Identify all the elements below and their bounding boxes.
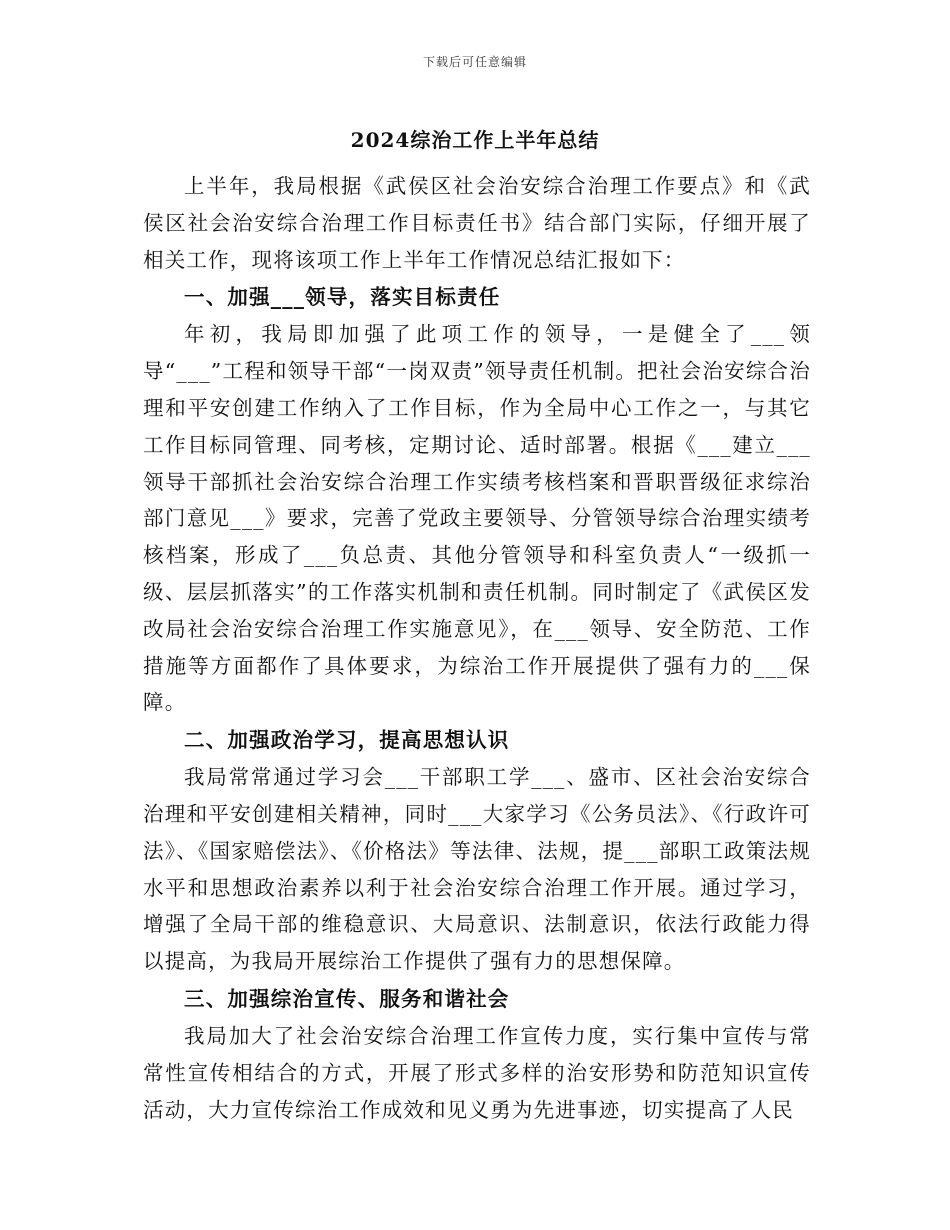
section-heading-2: 二、加强政治学习，提高思想认识: [184, 728, 510, 753]
section-heading-1: 一、加强___领导，落实目标责任: [184, 285, 501, 310]
section-heading-3: 三、加强综治宣传、服务和谐社会: [184, 986, 510, 1011]
intro-paragraph: 上半年，我局根据《武侯区社会治安综合治理工作要点》和《武侯区社会治安综合治理工作目标责任书》结合部门实际，仔细开展了相关工作，现将该项工作上半年工作情况总结汇报如下：: [143, 174, 811, 272]
document-title: 2024综治工作上半年总结: [350, 128, 600, 152]
header-note: 下载后可任意编辑: [422, 55, 527, 69]
document-body: [143, 168, 811, 1128]
section-3-paragraph: 我局加大了社会治安综合治理工作宣传力度，实行集中宣传与常常性宣传相结合的方式，开展了形式多样的治安形势和防范知识宣传活动，大力宣传综治工作成效和见义勇为先进事迹，切实提高了人民: [143, 1023, 811, 1122]
section-1-paragraph: 年初，我局即加强了此项工作的领导，一是健全了___领导“___”工程和领导干部“一岗双责”领导责任机制。把社会治安综合治理和平安创建工作纳入了工作目标，作为全局中心工作之一，与其它工作目标同管理、同考核，定期讨论、适时部署。根据《___建立___领导干部抓社会治安综合治理工作实绩考核档案和晋职晋级征求综治部门意见___》要求，完善了党政主要领导、分管领导综合治理实绩考核档案，形成了___负总责、其他分管领导和科室负责人“一级抓一级、层层抓落实”的工作落实机制和责任机制。同时制定了《武侯区发改局社会治安综合治理工作实施意见》，在___领导、安全防范、工作措施等方面都作了具体要求，为综治工作开展提供了强有力的___保障。: [143, 322, 811, 715]
section-2-paragraph: 我局常常通过学习会___干部职工学___、盛市、区社会治安综合治理和平安创建相关精神，同时___大家学习《公务员法》、《行政许可法》、《国家赔偿法》、《价格法》等法律、法规，提___部职工政策法规水平和思想政治素养以利于社会治安综合治理工作开展。通过学习，增强了全局干部的维稳意识、大局意识、法制意识，依法行政能力得以提高，为我局开展综治工作提供了强有力的思想保障。: [143, 765, 811, 974]
